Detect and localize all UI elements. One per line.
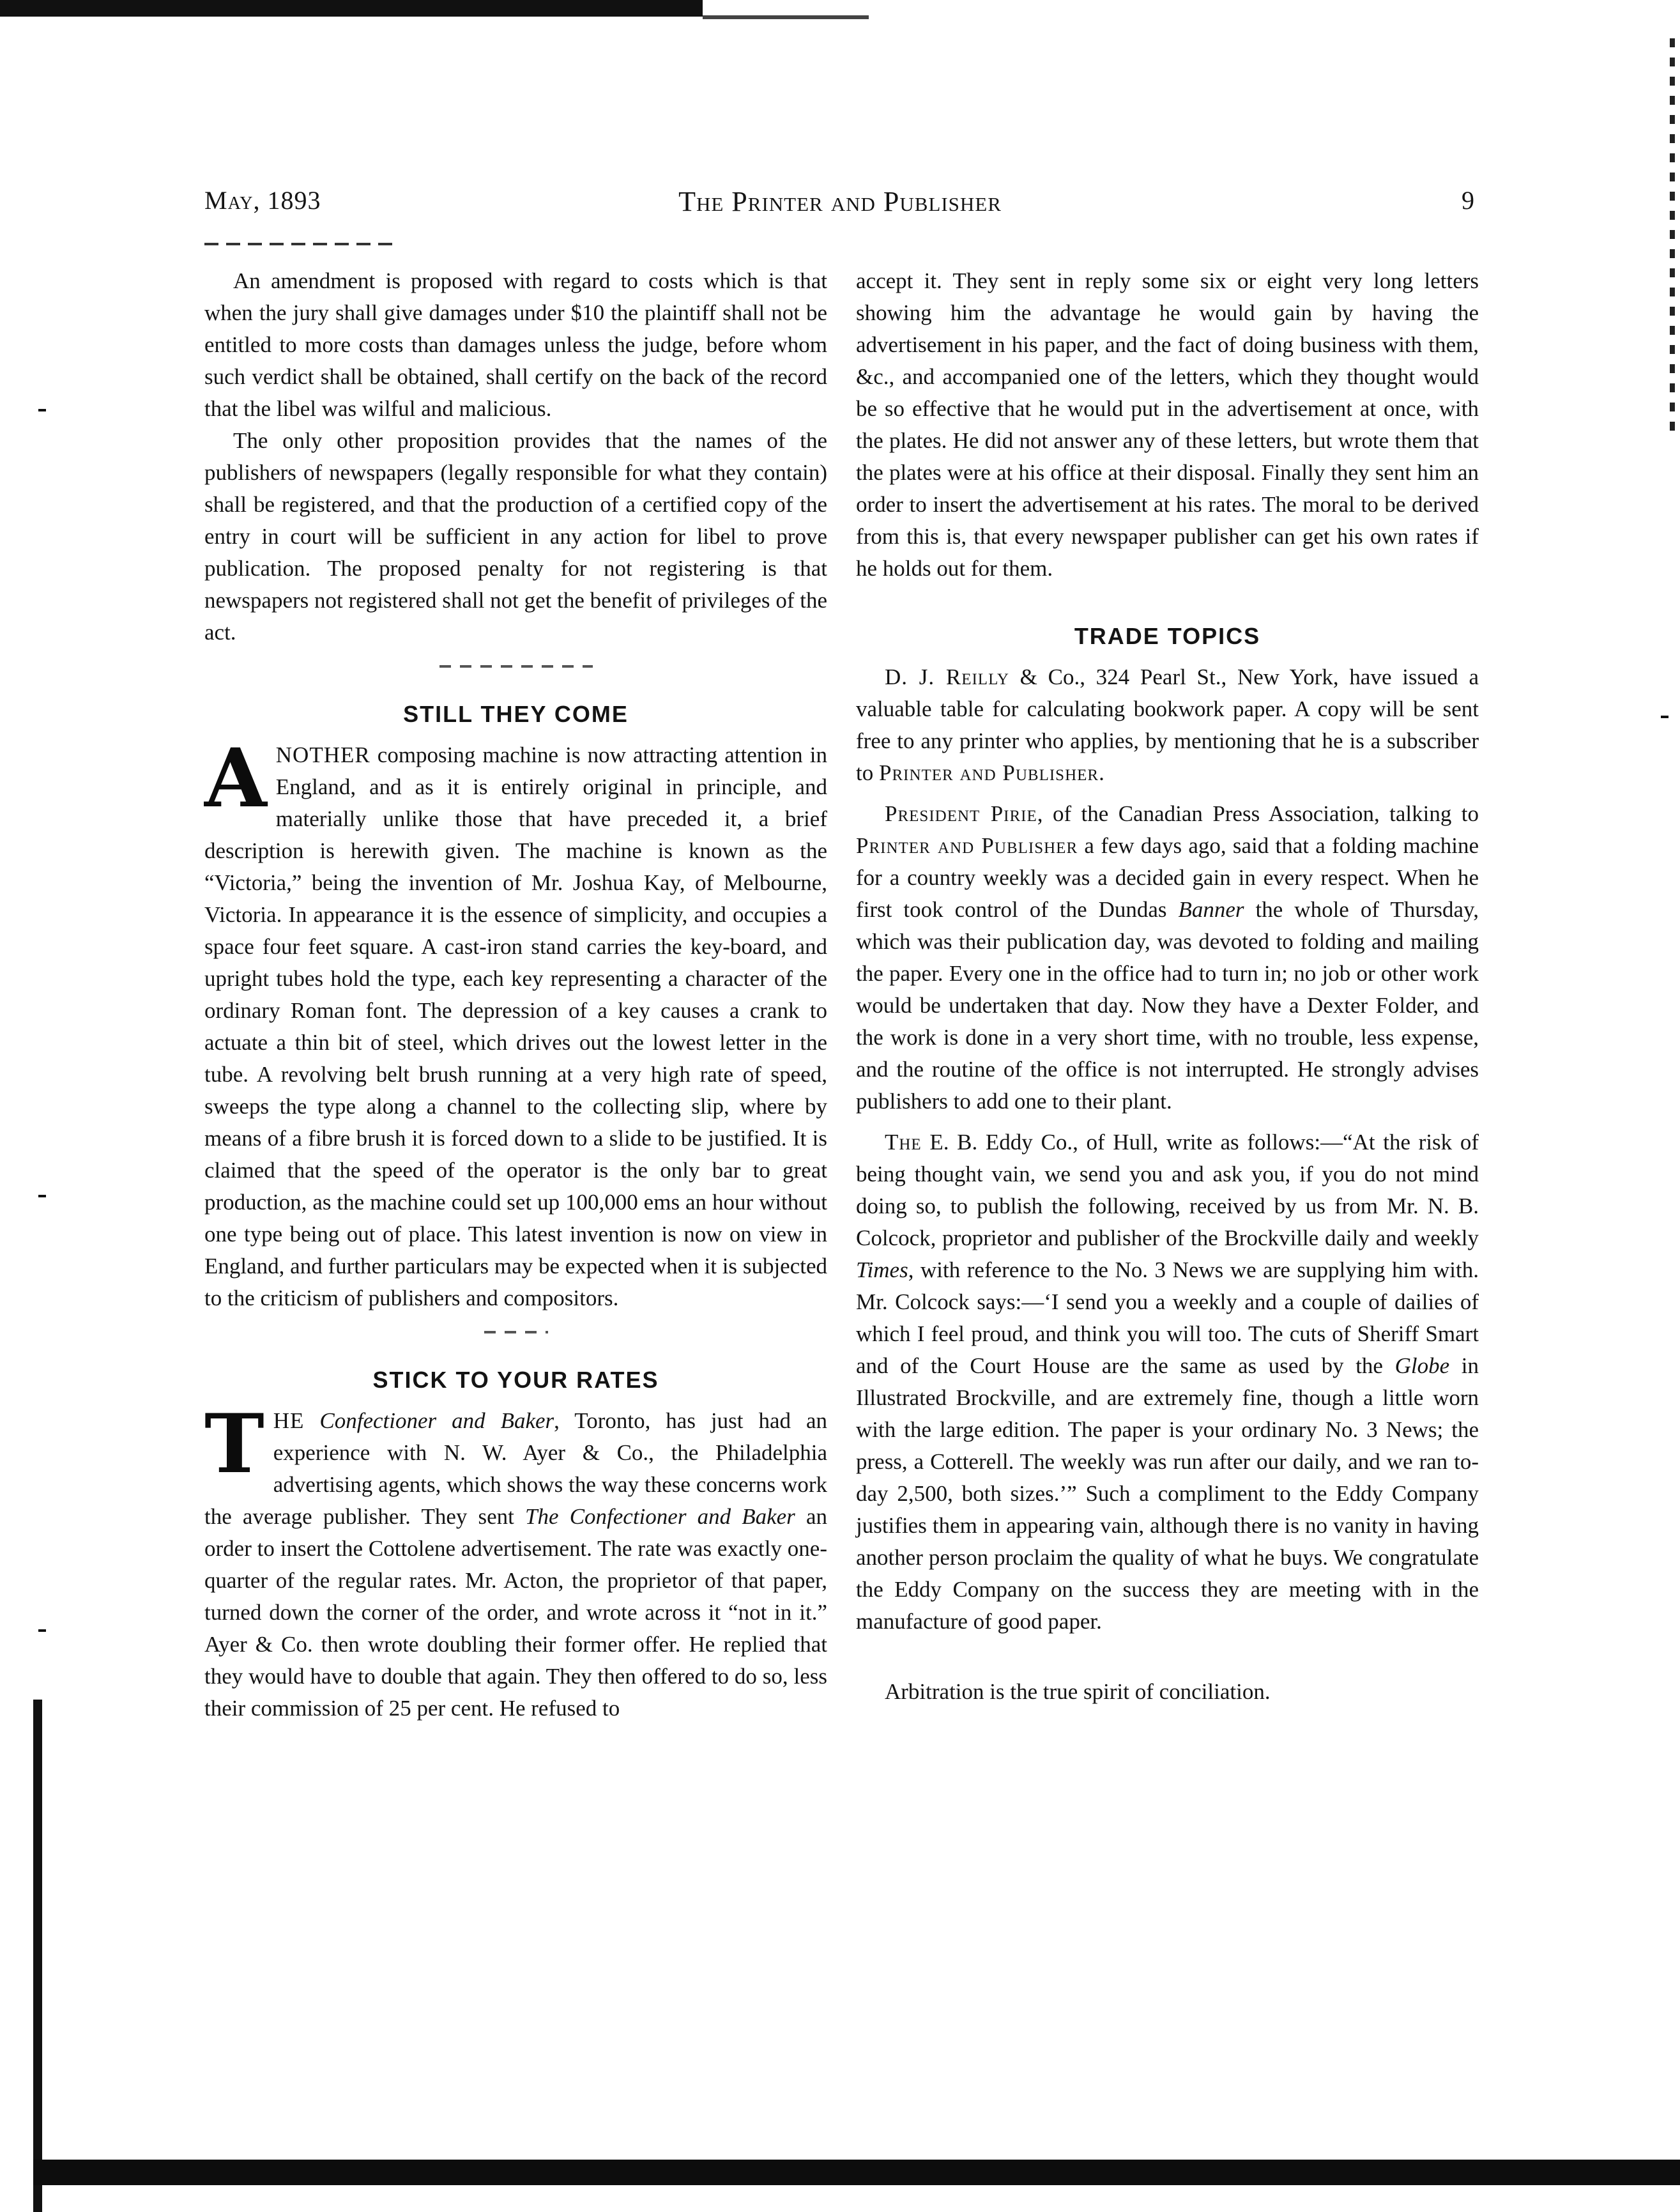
article-body: , Toronto, has just had an experience with N. W. Ayer & Co., the Philadelphia advertising agents, which shows the way these concerns work the average publisher. They sent	[204, 1408, 828, 1529]
margin-tick	[38, 1195, 46, 1197]
lead-word: HE	[273, 1408, 305, 1433]
running-head	[204, 185, 1476, 224]
margin-tick	[38, 1629, 46, 1632]
paragraph-reilly	[856, 661, 1479, 789]
bottom-border-rule	[33, 2160, 1680, 2185]
article-body: composing machine is now attracting attention in England, and as it is entirely original in principle, and materially unlike those that have preceded it, a brief description is herewith given. The machine is known as the “Victoria,” being the invention of Mr. Joshua Kay, of Melbourne, Victoria. In appearance it is the essence of simplicity, and occupies a space four feet square. A cast-iron stand carries the key-board, and upright tubes hold the type, each key representing a character of the ordinary Roman font. The depression of a key causes a crank to actuate a thin bit of steel, which drives out the lowest letter in the tube. A revolving belt brush running at a very high rate of speed, sweeps the type along a channel to the collecting slip, where by means of a fibre brush it is forced down to a slide to be justified. It is claimed that the speed of the operator is the only bar to great production, as the machine could set up 100,000 ems an hour without one type being out of place. This latest invention is now on view in England, and further particulars may be expected when it is subjected to the criticism of publishers and compositors.	[204, 742, 827, 1310]
section-divider	[439, 665, 593, 668]
text-run: , of the Canadian Press Association, talking to	[1037, 801, 1479, 826]
section-divider	[484, 1331, 548, 1333]
drop-cap-t: T	[204, 1397, 264, 1491]
publication-ref: Printer and Publisher	[856, 833, 1078, 858]
text-run: E. B. Eddy Co., of Hull, write as follows:—“At the risk of being thought vain, we send you and ask you, if you do not mind doing so, to publish the following, received by us from Mr. N. B. Colcock, proprietor and publisher of the Brockville daily and weekly	[856, 1130, 1479, 1250]
paragraph-costs-amendment: An amendment is proposed with regard to costs which is that when the jury shall give damages under $10 the plaintiff shall not be entitled to more costs than damages unless the judge, before whom such verdict shall be obtained, shall certify on the back of the record that the libel was wilful and malicious.	[204, 268, 827, 421]
text-run: in Illustrated Brockville, and are extremely fine, though a little worn with the large edition. The paper is your ordinary No. 3 News; the press, a Cotterell. The weekly was run after our daily, and we ran to-day 2,500, both sizes.’” Such a compliment to the Eddy Company justifies them in appearing vain, although there is no vanity in having another person proclaim the quality of what he buys. We congratulate the Eddy Company on the success they are meeting with in the manufacture of good paper.	[856, 1353, 1479, 1634]
right-edge-marks	[1670, 38, 1675, 434]
issue-date: May, 1893	[204, 186, 321, 215]
paper-name-times: Times	[856, 1257, 908, 1282]
left-border-rule	[33, 1700, 42, 2212]
lead-name: The	[885, 1130, 922, 1155]
left-column	[204, 265, 827, 1724]
heading-stick-to-your-rates: STICK TO YOUR RATES	[372, 1367, 659, 1393]
lead-name: D. J. Reilly	[885, 664, 1009, 689]
paragraph-registration-proposition: The only other proposition provides that the names of the publishers of newspapers (legally responsible for what they contain) shall be registered, and that the production of a certified copy of the entry in court will be sufficient in any action for libel to prove publication. The proposed penalty for not registering is that newspapers not registered shall not get the benefit of privileges of the act.	[204, 428, 827, 645]
paper-name-banner: Banner	[1178, 897, 1244, 922]
margin-tick	[1661, 716, 1669, 718]
header-divider	[204, 243, 396, 245]
paragraph-pirie	[856, 798, 1479, 1118]
page-number: 9	[1462, 186, 1476, 215]
paragraph-eddy	[856, 1126, 1479, 1638]
closing-line: Arbitration is the true spirit of conciliation.	[885, 1679, 1271, 1704]
heading-trade-topics: TRADE TOPICS	[1074, 623, 1261, 649]
paper-name: Confectioner and Baker	[319, 1408, 554, 1433]
top-border-rule-tail	[703, 15, 869, 19]
paragraph-rates-continuation: accept it. They sent in reply some six or eight very long letters showing him the advantage he would gain by having the advertisement in his paper, and the fact of doing business with them, &c., and accompanied one of the letters, which they thought would be so effective that he would put in the advertisement at once, with the plates. He did not answer any of these letters, but wrote them that the plates were at his office at their disposal. Finally they sent him an order to insert the advertisement at his rates. The moral to be derived from this is, that every newspaper publisher can get his own rates if he holds out for them.	[856, 268, 1479, 581]
lead-word: NOTHER	[275, 742, 370, 767]
text-run: & Co., 324 Pearl St., New York, have issued a valuable table for calculating bookwork paper. A copy will be sent free to any printer who applies, by mentioning that he is a subscriber to	[856, 664, 1479, 785]
publication-ref: Printer and Publisher.	[878, 760, 1105, 785]
drop-cap-a: A	[204, 731, 267, 826]
text-run: the whole of Thursday, which was their publication day, was devoted to folding and mailing the paper. Every one in the office had to turn in; no job or other work would be undertaken that day. Now they have a Dexter Folder, and the work is done in a very short time, with no trouble, less expense, and the routine of the office is not interrupted. He strongly advises publishers to add one to their plant.	[856, 897, 1479, 1114]
text-run: , with reference to the No. 3 News we are supplying him with. Mr. Colcock says:—‘I send you a weekly and a couple of dailies of which I feel proud, and think you will too. The cuts of Sheriff Smart and of the Court House are the same as used by the	[856, 1257, 1479, 1378]
article-body-cont: an order to insert the Cottolene advertisement. The rate was exactly one-quarter of the regular rates. Mr. Acton, the proprietor of that paper, turned down the corner of the order, and wrote across it “not in it.” Ayer & Co. then wrote doubling their former offer. He replied that they would have to double that again. They then offered to do so, less their commission of 25 per cent. He refused to	[204, 1504, 827, 1721]
publication-title: The Printer and Publisher	[678, 186, 1002, 217]
paper-name-full: The Confectioner and Baker	[525, 1504, 795, 1529]
text-run: a few days ago, said that a folding machine for a country weekly was a decided gain in every respect. When he first took control of the Dundas	[856, 833, 1479, 922]
article-still-they-come	[204, 731, 827, 1314]
article-stick-to-your-rates	[204, 1397, 828, 1724]
lead-name: President Pirie	[885, 801, 1037, 826]
heading-still-they-come: STILL THEY COME	[403, 701, 629, 727]
top-border-rule	[0, 0, 703, 17]
paper-name-globe: Globe	[1394, 1353, 1450, 1378]
margin-tick	[38, 409, 46, 411]
right-column	[856, 265, 1479, 1708]
